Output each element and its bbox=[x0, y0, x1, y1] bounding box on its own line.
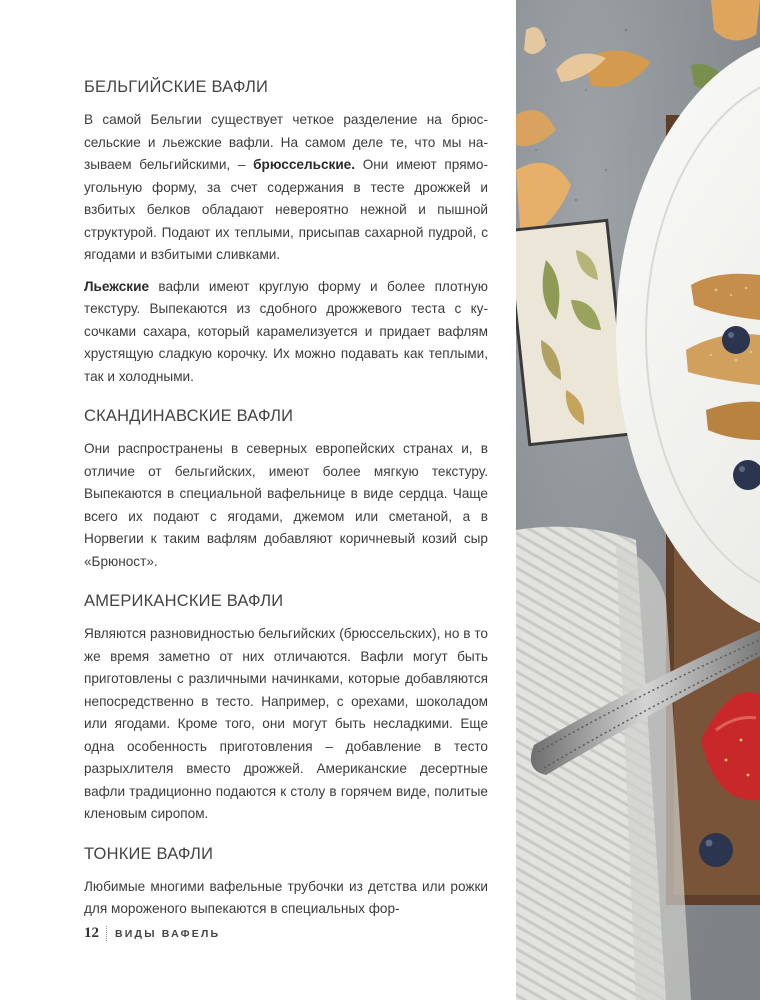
page-footer bbox=[84, 925, 220, 942]
page-number: 12 bbox=[84, 925, 99, 941]
section-heading: ТОНКИЕ ВАФЛИ bbox=[84, 844, 214, 863]
section bbox=[84, 407, 488, 573]
body-paragraph bbox=[84, 623, 488, 826]
section bbox=[84, 845, 488, 921]
section bbox=[84, 78, 488, 388]
text-run: Любимые многими вафельные трубочки из детства или рожки для мороженого выпекаются в специальных фор- bbox=[84, 878, 488, 916]
waffles-photo bbox=[516, 0, 760, 1000]
photo-illustration bbox=[516, 0, 760, 1000]
footer-divider bbox=[106, 926, 107, 941]
text-run: вафли имеют круглую форму и более плотную текстуру. Выпекаются из сдобного дрожжевого теста с кусочками сахара, который карамелизуется и придает вафлям хрустящую сладкую корочку. Их можно подавать как теплыми, так и холодными. bbox=[84, 278, 488, 384]
body-paragraph bbox=[84, 438, 488, 573]
section-heading: БЕЛЬГИЙСКИЕ ВАФЛИ bbox=[84, 78, 269, 96]
bold-term: брюссельские. bbox=[253, 157, 356, 172]
text-run: Являются разновидностью бельгийских (брюссельских), но в то же время заметно от них отличаются. Вафли могут быть приготовлены с различными начинками, которые добавляются непосредственно в тесто. Например, с орехами, шоколадом или ягодами. Кроме того, они могут быть несладкими. Еще одна особенность приготовления – добавление в тесто разрыхлителя вместо дрожжей. Американские десертные вафли традиционно подаются к столу в горячем виде, политые кленовым сиропом. bbox=[84, 626, 488, 821]
text-run: Они имеют прямоугольную форму, за счет содержания в тесте дрожжей и взбитых белков обладают невероятно нежной и пышной структурой. Подают их теплыми, присыпав сахарной пудрой, с ягодами и взбитыми сливками. bbox=[84, 157, 488, 262]
text-run: Они распространены в северных европейских странах и, в отличие от бельгийских, имеют более мягкую текстуру. Выпекаются в специальной вафельнице в виде сердца. Чаще всего их подают с ягодами, джемом или сметаной, а в Норвегии к таким вафлям добавляют коричневый козий сыр «Брюност». bbox=[84, 441, 488, 569]
section-heading: АМЕРИКАНСКИЕ ВАФЛИ bbox=[84, 592, 284, 610]
running-head: ВИДЫ ВАФЕЛЬ bbox=[115, 927, 221, 940]
section bbox=[84, 592, 488, 826]
bold-term: Льежские bbox=[84, 278, 150, 294]
body-paragraph bbox=[84, 876, 488, 921]
text-run: В самой Бельгии существует четкое разделение на брюссельские и льежские вафли. На самом деле те, что мы называем бельгийскими, – bbox=[84, 112, 488, 172]
body-paragraph bbox=[84, 276, 488, 389]
section-heading: СКАНДИНАВСКИЕ ВАФЛИ bbox=[84, 407, 294, 425]
body-paragraph bbox=[84, 109, 488, 267]
article-column bbox=[84, 78, 488, 940]
